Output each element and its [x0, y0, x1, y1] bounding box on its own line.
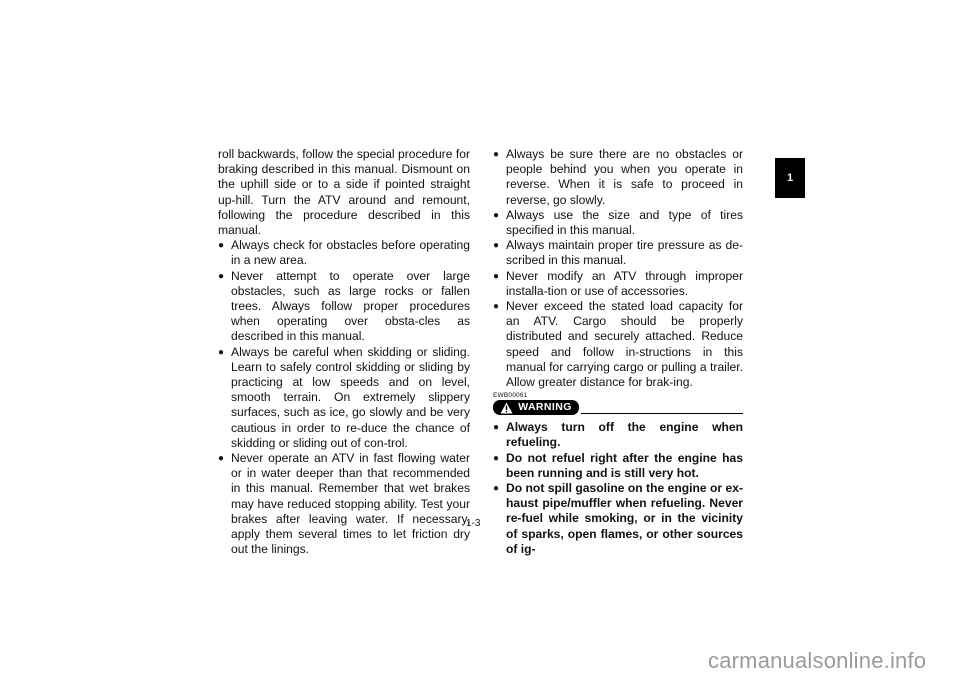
bullet-icon: ●: [493, 422, 500, 434]
list-item: [218, 451, 470, 557]
list-item: [493, 269, 743, 299]
list-item: [493, 238, 743, 268]
list-item: [493, 147, 743, 208]
list-item-text: Never modify an ATV through improper installa-tion or use of accessories.: [506, 268, 743, 298]
bullet-icon: ●: [493, 301, 500, 313]
list-item-text: Never exceed the stated load capacity for an ATV. Cargo should be properly distributed and securely attached. Reduce speed and follow in-structions in this manual for carrying cargo or pulling a trailer. Allow greater distance for brak-ing.: [506, 299, 743, 390]
list-item: [218, 345, 470, 451]
warning-list: [493, 420, 743, 557]
bullet-icon: ●: [493, 483, 500, 495]
list-item-text: Do not refuel right after the engine has been running and is still very hot.: [506, 450, 743, 480]
list-item: [493, 481, 743, 557]
warning-triangle-icon: [500, 402, 513, 414]
bullet-icon: ●: [218, 346, 225, 358]
bullet-icon: ●: [218, 240, 225, 252]
bullet-icon: ●: [493, 270, 500, 282]
right-column: [493, 147, 743, 557]
bullet-icon: ●: [218, 453, 225, 465]
list-item-text: Always maintain proper tire pressure as de-scribed in this manual.: [506, 238, 743, 268]
list-item: [493, 420, 743, 450]
list-item-text: Always check for obstacles before operating in a new area.: [231, 238, 470, 268]
list-item: [493, 451, 743, 481]
warning-header: [493, 400, 743, 418]
list-item-text: Always turn off the engine when refueling.: [506, 420, 743, 450]
list-item: [493, 299, 743, 390]
list-item: [218, 238, 470, 268]
list-item: [493, 208, 743, 238]
warning-rule: [581, 413, 743, 414]
bullet-icon: ●: [493, 452, 500, 464]
bullet-icon: ●: [493, 240, 500, 252]
bullet-icon: ●: [218, 270, 225, 282]
list-item-text: Never attempt to operate over large obstacles, such as large rocks or fallen trees. Always follow proper procedures when operating over obsta-cles as described in this manual.: [231, 268, 470, 344]
chapter-tab: 1: [775, 158, 805, 198]
left-column: [218, 147, 470, 557]
warning-label: WARNING: [518, 401, 572, 414]
list-item-text: Never operate an ATV in fast flowing water or in water deeper than that recommended in this manual. Remember that wet brakes may have reduced stopping ability. Test your brakes after leaving water. If necessary, apply them several times to let friction dry out the linings.: [231, 451, 470, 557]
list-item-text: Always be careful when skidding or sliding. Learn to safely control skidding or sliding by practicing at low speeds and on level, smooth terrain. On extremely slippery surfaces, such as ice, go slowly and be very cautious in order to re-duce the chance of skidding or sliding out of con-trol.: [231, 344, 470, 450]
intro-paragraph: roll backwards, follow the special procedure for braking described in this manual. Dismount on the uphill side or to a side if pointed straight up-hill. Turn the ATV around and remount, following the procedure described in this manual.: [218, 147, 470, 238]
list-item: [218, 269, 470, 345]
warning-badge: [493, 400, 579, 415]
list-item-text: Always use the size and type of tires specified in this manual.: [506, 207, 743, 238]
list-item-text: Do not spill gasoline on the engine or ex-haust pipe/muffler when refueling. Never re-fuel while smoking, or in the vicinity of sparks, open flames, or other sources of ig-: [506, 481, 743, 556]
warning-code: EWB00061: [493, 392, 528, 400]
bullet-icon: ●: [493, 149, 500, 160]
watermark: carmanualsonline.info: [708, 648, 927, 673]
bullet-icon: ●: [493, 209, 500, 221]
list-item-text: Always be sure there are no obstacles or people behind you when you operate in reverse. When it is safe to proceed in reverse, go slowly.: [506, 147, 743, 207]
page-number: 1-3: [466, 518, 481, 529]
